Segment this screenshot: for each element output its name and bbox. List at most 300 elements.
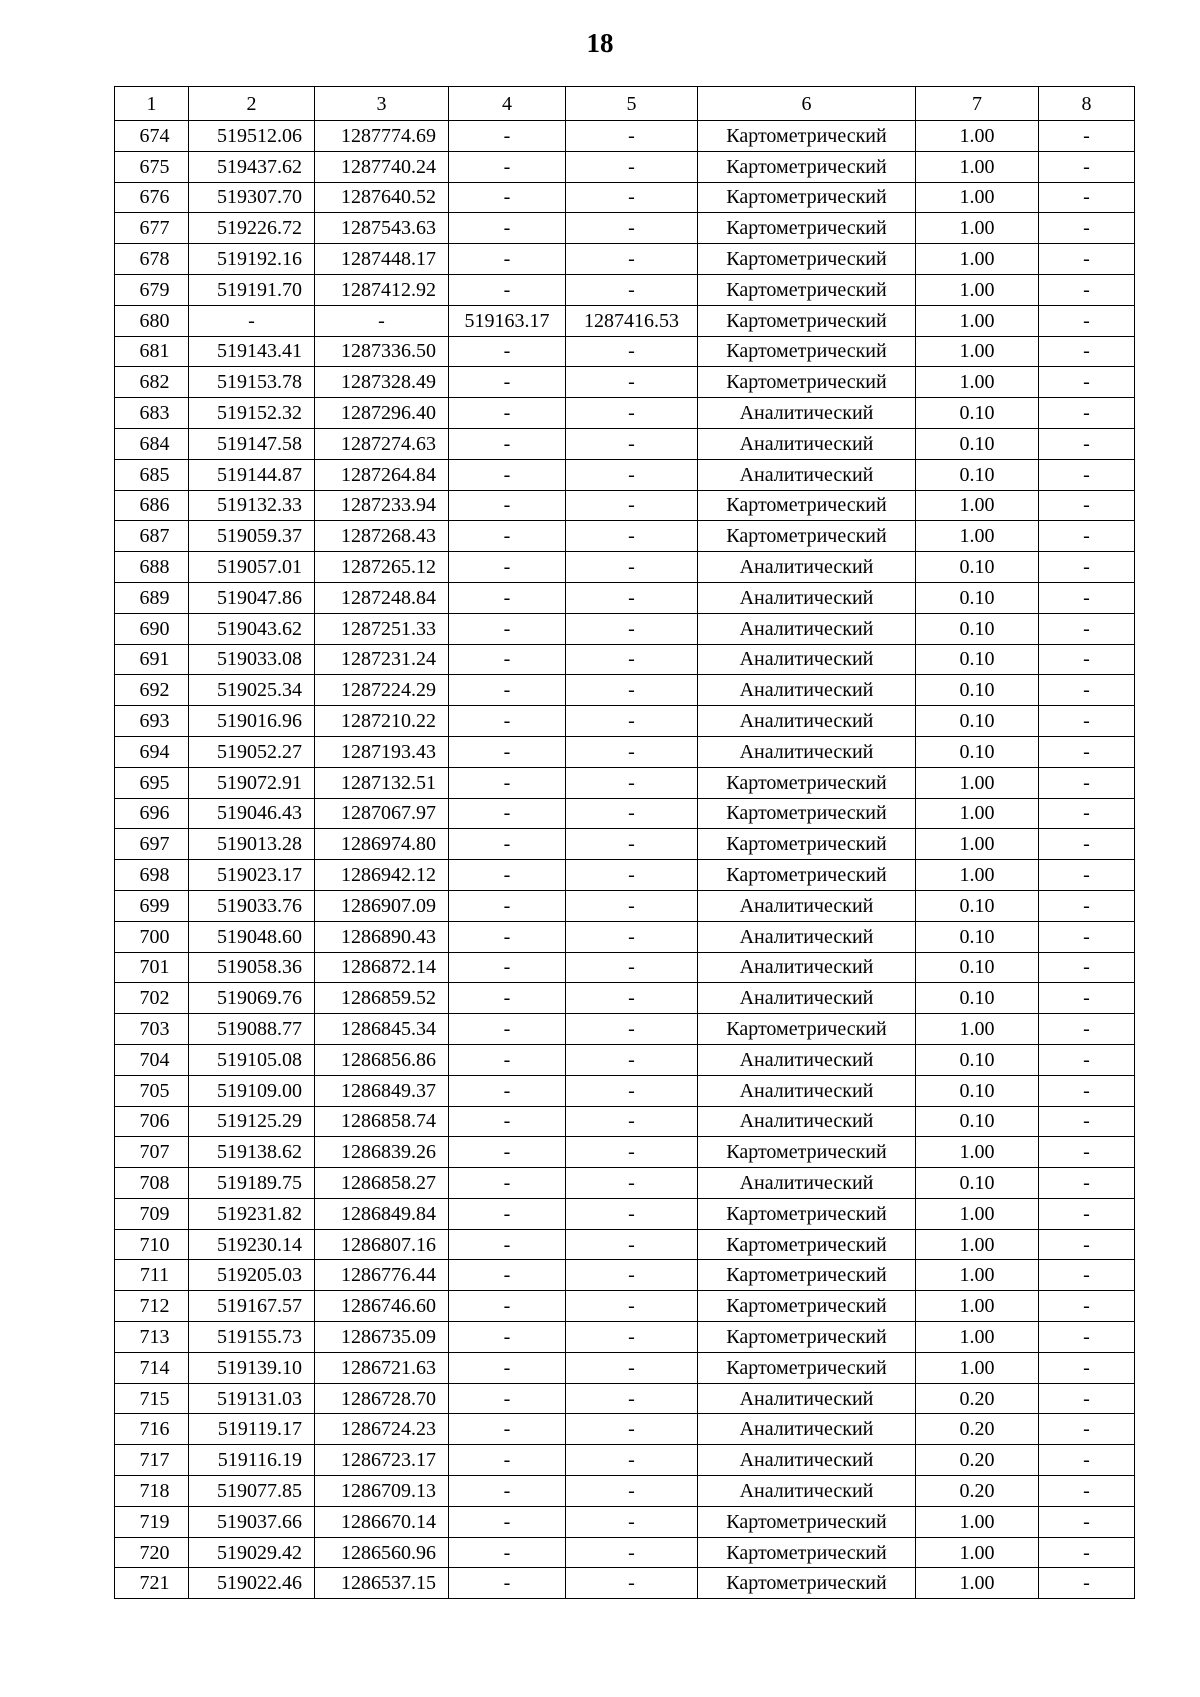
accuracy-cell: 1.00 <box>916 336 1039 367</box>
point-number-cell: 697 <box>115 829 189 860</box>
y-alt-coordinate-cell: - <box>566 1383 698 1414</box>
determination-method-cell: Аналитический <box>698 1383 916 1414</box>
y-alt-coordinate-cell: - <box>566 1352 698 1383</box>
y-coordinate-cell: 1287448.17 <box>315 244 449 275</box>
y-coordinate-cell: 1287740.24 <box>315 151 449 182</box>
table-row <box>115 213 1135 244</box>
point-number-cell: 674 <box>115 121 189 152</box>
note-cell: - <box>1039 490 1135 521</box>
x-coordinate-cell: 519153.78 <box>189 367 315 398</box>
point-number-cell: 717 <box>115 1445 189 1476</box>
determination-method-cell: Картометрический <box>698 1352 916 1383</box>
y-coordinate-cell: 1286845.34 <box>315 1014 449 1045</box>
accuracy-cell: 0.20 <box>916 1383 1039 1414</box>
accuracy-cell: 1.00 <box>916 213 1039 244</box>
y-coordinate-cell: 1286728.70 <box>315 1383 449 1414</box>
x-coordinate-cell: 519023.17 <box>189 860 315 891</box>
x-alt-coordinate-cell: - <box>449 644 566 675</box>
determination-method-cell: Аналитический <box>698 736 916 767</box>
note-cell: - <box>1039 1445 1135 1476</box>
note-cell: - <box>1039 213 1135 244</box>
x-alt-coordinate-cell: - <box>449 1537 566 1568</box>
table-header-row <box>115 87 1135 121</box>
table-row <box>115 1168 1135 1199</box>
note-cell: - <box>1039 244 1135 275</box>
y-alt-coordinate-cell: - <box>566 336 698 367</box>
determination-method-cell: Картометрический <box>698 182 916 213</box>
y-coordinate-cell: 1286746.60 <box>315 1291 449 1322</box>
table-row <box>115 1383 1135 1414</box>
note-cell: - <box>1039 890 1135 921</box>
table-row <box>115 521 1135 552</box>
y-alt-coordinate-cell: - <box>566 644 698 675</box>
x-coordinate-cell: 519048.60 <box>189 921 315 952</box>
table-row <box>115 1537 1135 1568</box>
table-row <box>115 983 1135 1014</box>
y-coordinate-cell: 1286723.17 <box>315 1445 449 1476</box>
determination-method-cell: Аналитический <box>698 1445 916 1476</box>
note-cell: - <box>1039 582 1135 613</box>
note-cell: - <box>1039 1229 1135 1260</box>
table-row <box>115 675 1135 706</box>
table-row <box>115 398 1135 429</box>
x-coordinate-cell: 519125.29 <box>189 1106 315 1137</box>
note-cell: - <box>1039 1322 1135 1353</box>
x-alt-coordinate-cell: - <box>449 151 566 182</box>
point-number-cell: 706 <box>115 1106 189 1137</box>
x-coordinate-cell: 519072.91 <box>189 767 315 798</box>
note-cell: - <box>1039 767 1135 798</box>
determination-method-cell: Аналитический <box>698 552 916 583</box>
y-coordinate-cell: 1287274.63 <box>315 428 449 459</box>
x-alt-coordinate-cell: - <box>449 706 566 737</box>
point-number-cell: 696 <box>115 798 189 829</box>
note-cell: - <box>1039 1506 1135 1537</box>
determination-method-cell: Картометрический <box>698 1537 916 1568</box>
x-alt-coordinate-cell: - <box>449 736 566 767</box>
table-row <box>115 1445 1135 1476</box>
y-alt-coordinate-cell: - <box>566 1322 698 1353</box>
table-row <box>115 736 1135 767</box>
note-cell: - <box>1039 1291 1135 1322</box>
accuracy-cell: 1.00 <box>916 244 1039 275</box>
table-row <box>115 1198 1135 1229</box>
point-number-cell: 714 <box>115 1352 189 1383</box>
x-coordinate-cell: 519144.87 <box>189 459 315 490</box>
y-alt-coordinate-cell: - <box>566 921 698 952</box>
note-cell: - <box>1039 1383 1135 1414</box>
x-alt-coordinate-cell: - <box>449 459 566 490</box>
point-number-cell: 688 <box>115 552 189 583</box>
determination-method-cell: Картометрический <box>698 860 916 891</box>
table-row <box>115 244 1135 275</box>
y-coordinate-cell: 1287640.52 <box>315 182 449 213</box>
determination-method-cell: Аналитический <box>698 706 916 737</box>
y-alt-coordinate-cell: - <box>566 613 698 644</box>
determination-method-cell: Аналитический <box>698 459 916 490</box>
x-alt-coordinate-cell: - <box>449 1352 566 1383</box>
y-alt-coordinate-cell: - <box>566 182 698 213</box>
note-cell: - <box>1039 1075 1135 1106</box>
y-alt-coordinate-cell: - <box>566 1537 698 1568</box>
note-cell: - <box>1039 644 1135 675</box>
note-cell: - <box>1039 1537 1135 1568</box>
y-alt-coordinate-cell: - <box>566 675 698 706</box>
accuracy-cell: 0.10 <box>916 644 1039 675</box>
point-number-cell: 686 <box>115 490 189 521</box>
note-cell: - <box>1039 860 1135 891</box>
determination-method-cell: Аналитический <box>698 952 916 983</box>
x-alt-coordinate-cell: 519163.17 <box>449 305 566 336</box>
point-number-cell: 692 <box>115 675 189 706</box>
note-cell: - <box>1039 398 1135 429</box>
point-number-cell: 678 <box>115 244 189 275</box>
determination-method-cell: Аналитический <box>698 398 916 429</box>
y-coordinate-cell: 1287210.22 <box>315 706 449 737</box>
table-row <box>115 1322 1135 1353</box>
column-header-1: 1 <box>115 87 189 121</box>
determination-method-cell: Картометрический <box>698 1506 916 1537</box>
x-alt-coordinate-cell: - <box>449 182 566 213</box>
determination-method-cell: Картометрический <box>698 1568 916 1599</box>
point-number-cell: 718 <box>115 1476 189 1507</box>
table-row <box>115 1044 1135 1075</box>
x-coordinate-cell: 519226.72 <box>189 213 315 244</box>
y-coordinate-cell: 1287412.92 <box>315 274 449 305</box>
y-alt-coordinate-cell: - <box>566 367 698 398</box>
y-coordinate-cell: 1287264.84 <box>315 459 449 490</box>
determination-method-cell: Картометрический <box>698 244 916 275</box>
accuracy-cell: 1.00 <box>916 1014 1039 1045</box>
table-row <box>115 1260 1135 1291</box>
point-number-cell: 685 <box>115 459 189 490</box>
table-body <box>115 121 1135 1599</box>
x-alt-coordinate-cell: - <box>449 1414 566 1445</box>
point-number-cell: 676 <box>115 182 189 213</box>
accuracy-cell: 0.10 <box>916 921 1039 952</box>
accuracy-cell: 1.00 <box>916 490 1039 521</box>
x-coordinate-cell: - <box>189 305 315 336</box>
y-coordinate-cell: 1287067.97 <box>315 798 449 829</box>
x-coordinate-cell: 519152.32 <box>189 398 315 429</box>
x-alt-coordinate-cell: - <box>449 613 566 644</box>
table-row <box>115 1352 1135 1383</box>
table-row <box>115 367 1135 398</box>
y-alt-coordinate-cell: - <box>566 582 698 613</box>
y-coordinate-cell: 1286776.44 <box>315 1260 449 1291</box>
y-alt-coordinate-cell: - <box>566 244 698 275</box>
determination-method-cell: Картометрический <box>698 1014 916 1045</box>
y-alt-coordinate-cell: - <box>566 1044 698 1075</box>
table-row <box>115 336 1135 367</box>
x-coordinate-cell: 519058.36 <box>189 952 315 983</box>
accuracy-cell: 1.00 <box>916 1260 1039 1291</box>
x-alt-coordinate-cell: - <box>449 798 566 829</box>
y-coordinate-cell: 1286849.37 <box>315 1075 449 1106</box>
y-coordinate-cell: 1286735.09 <box>315 1322 449 1353</box>
point-number-cell: 703 <box>115 1014 189 1045</box>
table-row <box>115 490 1135 521</box>
point-number-cell: 708 <box>115 1168 189 1199</box>
x-coordinate-cell: 519143.41 <box>189 336 315 367</box>
x-coordinate-cell: 519088.77 <box>189 1014 315 1045</box>
note-cell: - <box>1039 1106 1135 1137</box>
x-coordinate-cell: 519131.03 <box>189 1383 315 1414</box>
note-cell: - <box>1039 1568 1135 1599</box>
table-row <box>115 921 1135 952</box>
x-coordinate-cell: 519138.62 <box>189 1137 315 1168</box>
point-number-cell: 707 <box>115 1137 189 1168</box>
point-number-cell: 715 <box>115 1383 189 1414</box>
point-number-cell: 705 <box>115 1075 189 1106</box>
table-row <box>115 1476 1135 1507</box>
accuracy-cell: 0.10 <box>916 398 1039 429</box>
determination-method-cell: Аналитический <box>698 1414 916 1445</box>
y-coordinate-cell: 1286942.12 <box>315 860 449 891</box>
table-row <box>115 952 1135 983</box>
y-coordinate-cell: - <box>315 305 449 336</box>
note-cell: - <box>1039 613 1135 644</box>
y-alt-coordinate-cell: - <box>566 1414 698 1445</box>
table-row <box>115 459 1135 490</box>
y-alt-coordinate-cell: - <box>566 1075 698 1106</box>
y-coordinate-cell: 1287224.29 <box>315 675 449 706</box>
x-coordinate-cell: 519205.03 <box>189 1260 315 1291</box>
note-cell: - <box>1039 1352 1135 1383</box>
y-alt-coordinate-cell: - <box>566 1014 698 1045</box>
note-cell: - <box>1039 829 1135 860</box>
table-row <box>115 890 1135 921</box>
y-coordinate-cell: 1286907.09 <box>315 890 449 921</box>
accuracy-cell: 1.00 <box>916 367 1039 398</box>
accuracy-cell: 0.10 <box>916 552 1039 583</box>
point-number-cell: 693 <box>115 706 189 737</box>
determination-method-cell: Картометрический <box>698 490 916 521</box>
determination-method-cell: Картометрический <box>698 367 916 398</box>
x-coordinate-cell: 519147.58 <box>189 428 315 459</box>
accuracy-cell: 1.00 <box>916 798 1039 829</box>
determination-method-cell: Аналитический <box>698 582 916 613</box>
y-alt-coordinate-cell: - <box>566 428 698 459</box>
y-coordinate-cell: 1286858.74 <box>315 1106 449 1137</box>
determination-method-cell: Картометрический <box>698 121 916 152</box>
x-alt-coordinate-cell: - <box>449 1044 566 1075</box>
accuracy-cell: 0.10 <box>916 952 1039 983</box>
accuracy-cell: 0.20 <box>916 1476 1039 1507</box>
column-header-5: 5 <box>566 87 698 121</box>
x-coordinate-cell: 519043.62 <box>189 613 315 644</box>
point-number-cell: 704 <box>115 1044 189 1075</box>
note-cell: - <box>1039 1014 1135 1045</box>
x-alt-coordinate-cell: - <box>449 1106 566 1137</box>
determination-method-cell: Аналитический <box>698 644 916 675</box>
table-row <box>115 582 1135 613</box>
y-alt-coordinate-cell: - <box>566 1168 698 1199</box>
note-cell: - <box>1039 182 1135 213</box>
accuracy-cell: 0.20 <box>916 1445 1039 1476</box>
point-number-cell: 689 <box>115 582 189 613</box>
x-alt-coordinate-cell: - <box>449 121 566 152</box>
accuracy-cell: 0.10 <box>916 1075 1039 1106</box>
point-number-cell: 682 <box>115 367 189 398</box>
note-cell: - <box>1039 675 1135 706</box>
x-alt-coordinate-cell: - <box>449 1075 566 1106</box>
x-alt-coordinate-cell: - <box>449 1445 566 1476</box>
accuracy-cell: 0.10 <box>916 675 1039 706</box>
y-alt-coordinate-cell: - <box>566 1137 698 1168</box>
note-cell: - <box>1039 1198 1135 1229</box>
x-coordinate-cell: 519025.34 <box>189 675 315 706</box>
y-coordinate-cell: 1286856.86 <box>315 1044 449 1075</box>
x-alt-coordinate-cell: - <box>449 336 566 367</box>
determination-method-cell: Аналитический <box>698 1106 916 1137</box>
column-header-7: 7 <box>916 87 1039 121</box>
determination-method-cell: Аналитический <box>698 675 916 706</box>
y-coordinate-cell: 1286890.43 <box>315 921 449 952</box>
determination-method-cell: Аналитический <box>698 428 916 459</box>
x-coordinate-cell: 519057.01 <box>189 552 315 583</box>
determination-method-cell: Аналитический <box>698 890 916 921</box>
x-coordinate-cell: 519059.37 <box>189 521 315 552</box>
determination-method-cell: Аналитический <box>698 983 916 1014</box>
note-cell: - <box>1039 798 1135 829</box>
x-coordinate-cell: 519105.08 <box>189 1044 315 1075</box>
x-alt-coordinate-cell: - <box>449 767 566 798</box>
note-cell: - <box>1039 121 1135 152</box>
y-alt-coordinate-cell: - <box>566 1445 698 1476</box>
accuracy-cell: 0.10 <box>916 459 1039 490</box>
table-row <box>115 1014 1135 1045</box>
table-row <box>115 305 1135 336</box>
y-alt-coordinate-cell: - <box>566 1568 698 1599</box>
point-number-cell: 690 <box>115 613 189 644</box>
accuracy-cell: 0.10 <box>916 736 1039 767</box>
y-alt-coordinate-cell: - <box>566 490 698 521</box>
x-alt-coordinate-cell: - <box>449 1383 566 1414</box>
y-coordinate-cell: 1286721.63 <box>315 1352 449 1383</box>
determination-method-cell: Картометрический <box>698 1229 916 1260</box>
x-coordinate-cell: 519191.70 <box>189 274 315 305</box>
determination-method-cell: Картометрический <box>698 1322 916 1353</box>
table-row <box>115 1075 1135 1106</box>
point-number-cell: 675 <box>115 151 189 182</box>
note-cell: - <box>1039 1044 1135 1075</box>
x-coordinate-cell: 519230.14 <box>189 1229 315 1260</box>
y-coordinate-cell: 1287248.84 <box>315 582 449 613</box>
y-coordinate-cell: 1286537.15 <box>315 1568 449 1599</box>
note-cell: - <box>1039 706 1135 737</box>
accuracy-cell: 0.20 <box>916 1414 1039 1445</box>
y-coordinate-cell: 1287193.43 <box>315 736 449 767</box>
y-alt-coordinate-cell: - <box>566 706 698 737</box>
point-number-cell: 684 <box>115 428 189 459</box>
table-row <box>115 1137 1135 1168</box>
x-coordinate-cell: 519029.42 <box>189 1537 315 1568</box>
column-header-4: 4 <box>449 87 566 121</box>
x-coordinate-cell: 519139.10 <box>189 1352 315 1383</box>
note-cell: - <box>1039 952 1135 983</box>
y-alt-coordinate-cell: - <box>566 1229 698 1260</box>
accuracy-cell: 1.00 <box>916 1137 1039 1168</box>
table-row <box>115 182 1135 213</box>
table-row <box>115 1506 1135 1537</box>
table-row <box>115 860 1135 891</box>
column-header-6: 6 <box>698 87 916 121</box>
point-number-cell: 699 <box>115 890 189 921</box>
table-row <box>115 1106 1135 1137</box>
point-number-cell: 709 <box>115 1198 189 1229</box>
x-coordinate-cell: 519016.96 <box>189 706 315 737</box>
y-alt-coordinate-cell: - <box>566 398 698 429</box>
determination-method-cell: Картометрический <box>698 1291 916 1322</box>
point-number-cell: 698 <box>115 860 189 891</box>
table-row <box>115 613 1135 644</box>
x-coordinate-cell: 519033.08 <box>189 644 315 675</box>
y-coordinate-cell: 1287328.49 <box>315 367 449 398</box>
x-coordinate-cell: 519119.17 <box>189 1414 315 1445</box>
point-number-cell: 691 <box>115 644 189 675</box>
x-alt-coordinate-cell: - <box>449 1568 566 1599</box>
x-coordinate-cell: 519512.06 <box>189 121 315 152</box>
table-row <box>115 1568 1135 1599</box>
y-coordinate-cell: 1286670.14 <box>315 1506 449 1537</box>
note-cell: - <box>1039 305 1135 336</box>
x-alt-coordinate-cell: - <box>449 890 566 921</box>
x-coordinate-cell: 519109.00 <box>189 1075 315 1106</box>
x-alt-coordinate-cell: - <box>449 1137 566 1168</box>
table-row <box>115 121 1135 152</box>
determination-method-cell: Аналитический <box>698 613 916 644</box>
accuracy-cell: 1.00 <box>916 305 1039 336</box>
y-alt-coordinate-cell: - <box>566 983 698 1014</box>
y-alt-coordinate-cell: - <box>566 890 698 921</box>
y-alt-coordinate-cell: - <box>566 459 698 490</box>
accuracy-cell: 0.10 <box>916 1168 1039 1199</box>
x-coordinate-cell: 519047.86 <box>189 582 315 613</box>
x-alt-coordinate-cell: - <box>449 952 566 983</box>
x-coordinate-cell: 519192.16 <box>189 244 315 275</box>
table-row <box>115 1414 1135 1445</box>
determination-method-cell: Картометрический <box>698 151 916 182</box>
x-alt-coordinate-cell: - <box>449 428 566 459</box>
x-coordinate-cell: 519069.76 <box>189 983 315 1014</box>
table-row <box>115 1229 1135 1260</box>
accuracy-cell: 1.00 <box>916 274 1039 305</box>
note-cell: - <box>1039 1137 1135 1168</box>
note-cell: - <box>1039 552 1135 583</box>
determination-method-cell: Картометрический <box>698 213 916 244</box>
y-coordinate-cell: 1287268.43 <box>315 521 449 552</box>
point-number-cell: 700 <box>115 921 189 952</box>
x-alt-coordinate-cell: - <box>449 829 566 860</box>
y-coordinate-cell: 1286859.52 <box>315 983 449 1014</box>
x-alt-coordinate-cell: - <box>449 490 566 521</box>
table-row <box>115 706 1135 737</box>
determination-method-cell: Картометрический <box>698 767 916 798</box>
determination-method-cell: Картометрический <box>698 521 916 552</box>
note-cell: - <box>1039 151 1135 182</box>
accuracy-cell: 1.00 <box>916 521 1039 552</box>
table-row <box>115 767 1135 798</box>
x-alt-coordinate-cell: - <box>449 1198 566 1229</box>
accuracy-cell: 1.00 <box>916 1352 1039 1383</box>
accuracy-cell: 0.10 <box>916 582 1039 613</box>
determination-method-cell: Картометрический <box>698 1137 916 1168</box>
x-coordinate-cell: 519167.57 <box>189 1291 315 1322</box>
point-number-cell: 677 <box>115 213 189 244</box>
accuracy-cell: 1.00 <box>916 1537 1039 1568</box>
x-alt-coordinate-cell: - <box>449 921 566 952</box>
